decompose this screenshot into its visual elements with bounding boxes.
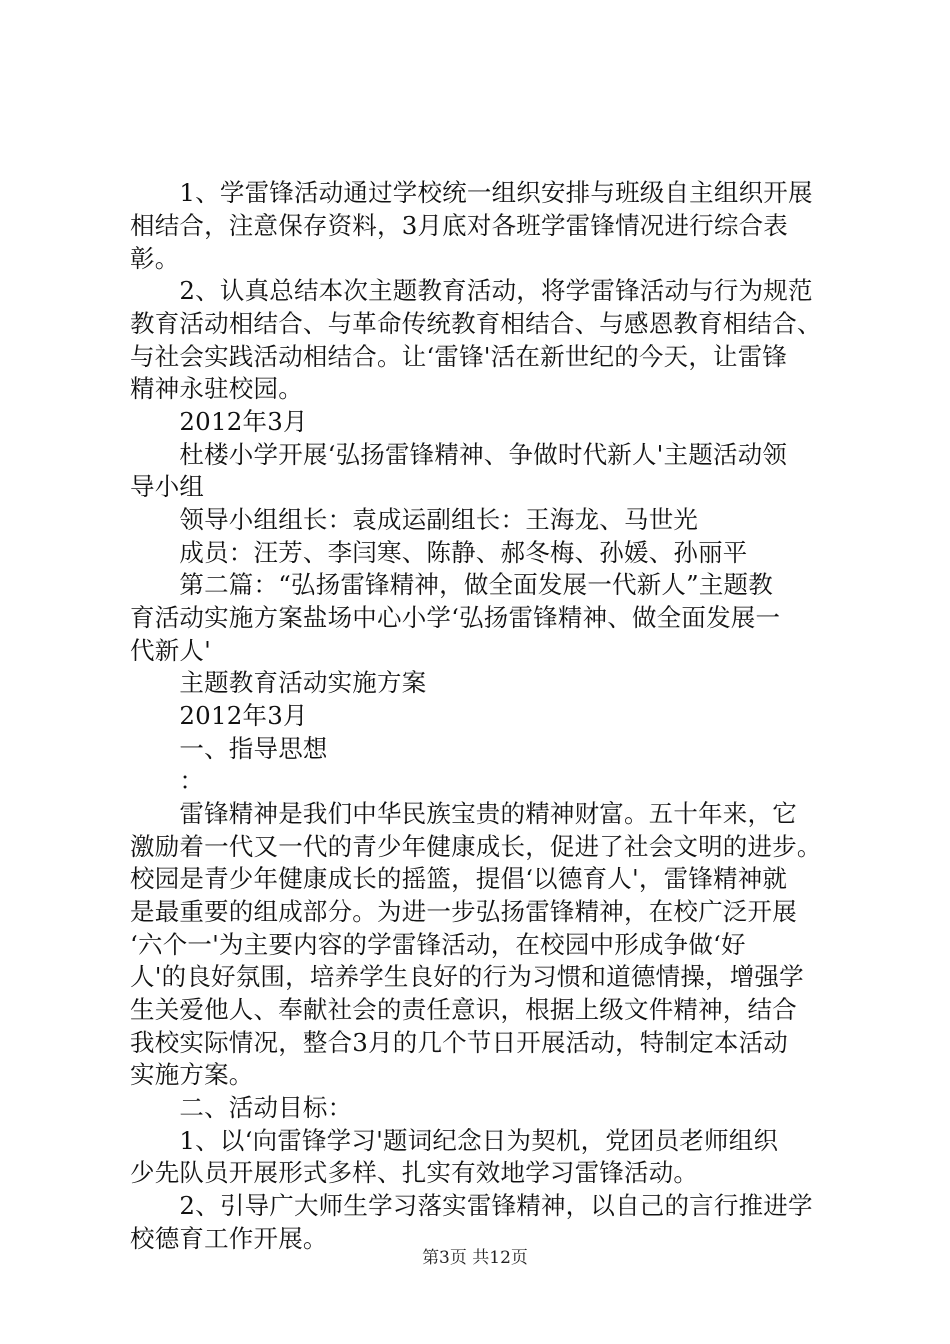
text-line: 人'的良好氛围，培养学生良好的行为习惯和道德情操，增强学 xyxy=(130,962,804,991)
text-line: 领导小组组长：袁成运副组长：王海龙、马世光 xyxy=(130,505,699,534)
text-line: 激励着一代又一代的青少年健康成长，促进了社会文明的进步。 xyxy=(130,832,822,861)
text-line: 与社会实践活动相结合。让‘雷锋'活在新世纪的今天，让雷锋 xyxy=(130,342,788,371)
text-line: 相结合，注意保存资料，3月底对各班学雷锋情况进行综合表 xyxy=(130,211,788,240)
text-line: 彰。 xyxy=(130,244,180,273)
text-line: 教育活动相结合、与革命传统教育相结合、与感恩教育相结合、 xyxy=(130,309,822,338)
text-line: 成员：汪芳、李闫寒、陈静、郝冬梅、孙媛、孙丽平 xyxy=(130,538,748,567)
text-line: ‘六个一'为主要内容的学雷锋活动，在校园中形成争做‘好 xyxy=(130,930,746,959)
text-line: 生关爱他人、奉献社会的责任意识，根据上级文件精神，结合 xyxy=(130,995,797,1024)
text-line: 2、认真总结本次主题教育活动，将学雷锋活动与行为规范 xyxy=(130,276,813,305)
text-line: 2、引导广大师生学习落实雷锋精神，以自己的言行推进学 xyxy=(130,1191,813,1220)
text-line: 少先队员开展形式多样、扎实有效地学习雷锋活动。 xyxy=(130,1158,699,1187)
text-line: 精神永驻校园。 xyxy=(130,374,303,403)
text-line: 第二篇：“弘扬雷锋精神，做全面发展一代新人”主题教 xyxy=(130,570,773,599)
text-line: 二、活动目标： xyxy=(130,1093,353,1122)
text-line: 2012年3月 xyxy=(130,701,308,730)
text-line: 我校实际情况，整合3月的几个节日开展活动，特制定本活动 xyxy=(130,1028,788,1057)
text-line: 是最重要的组成部分。为进一步弘扬雷锋精神，在校广泛开展 xyxy=(130,897,797,926)
text-line: ： xyxy=(130,766,205,795)
text-line: 导小组 xyxy=(130,472,205,501)
text-line: 杜楼小学开展‘弘扬雷锋精神、争做时代新人'主题活动领 xyxy=(130,440,788,469)
text-line: 校园是青少年健康成长的摇篮，提倡‘以德育人'，雷锋精神就 xyxy=(130,864,788,893)
text-line: 主题教育活动实施方案 xyxy=(130,668,427,697)
text-line: 实施方案。 xyxy=(130,1060,254,1089)
text-line: 一、指导思想 xyxy=(130,734,328,763)
text-line: 雷锋精神是我们中华民族宝贵的精神财富。五十年来，它 xyxy=(130,799,797,828)
text-line: 1、学雷锋活动通过学校统一组织安排与班级自主组织开展 xyxy=(130,178,813,207)
text-line: 育活动实施方案盐场中心小学‘弘扬雷锋精神、做全面发展一 xyxy=(130,603,781,632)
text-line: 代新人' xyxy=(130,636,212,665)
text-line: 1、以‘向雷锋学习'题词纪念日为契机，党团员老师组织 xyxy=(130,1126,779,1155)
page-number-footer: 第3页 共12页 xyxy=(422,1248,528,1268)
text-line: 校德育工作开展。 xyxy=(130,1224,328,1253)
text-line: 2012年3月 xyxy=(130,407,308,436)
